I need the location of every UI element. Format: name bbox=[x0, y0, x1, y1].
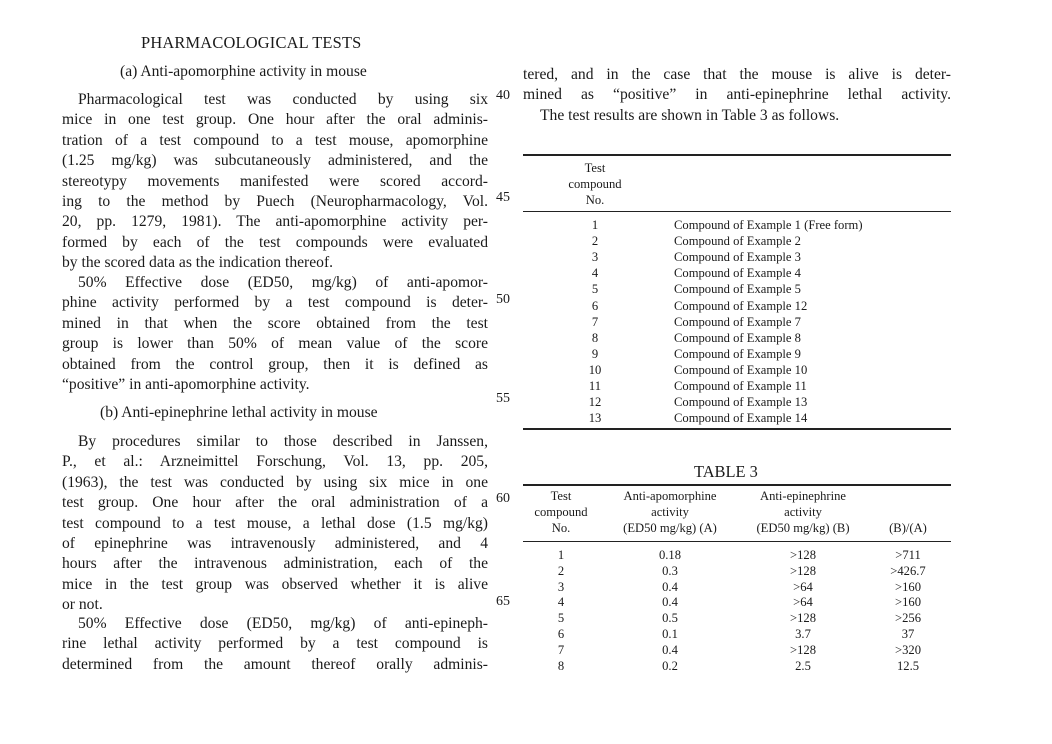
compound-number: 9 bbox=[591, 346, 599, 361]
compound-name: Compound of Example 9 bbox=[674, 346, 801, 361]
compound-name: Compound of Example 7 bbox=[674, 314, 801, 329]
compound-number: 12 bbox=[588, 395, 602, 410]
ratio-value: >320 bbox=[895, 642, 921, 657]
text-line: or not. bbox=[62, 596, 103, 614]
header-line: (ED50 mg/kg) (B) bbox=[756, 520, 850, 535]
compound-number: 6 bbox=[557, 627, 565, 641]
line-number: 45 bbox=[496, 190, 510, 205]
text-line: group is lower than 50% of mean value of the score bbox=[62, 335, 488, 353]
table-header-compound-no bbox=[553, 161, 637, 208]
subheading-b: (b) Anti-epinephrine lethal activity in mouse bbox=[100, 404, 378, 421]
table-rule bbox=[523, 154, 951, 156]
header-line: No. bbox=[585, 192, 605, 207]
table-rule bbox=[523, 428, 951, 430]
paragraph-b2 bbox=[62, 614, 488, 675]
table3-title: TABLE 3 bbox=[694, 462, 758, 481]
header-line: Anti-apomorphine bbox=[623, 489, 717, 503]
apomorphine-ed50: 0.2 bbox=[662, 658, 678, 673]
compound-name: Compound of Example 10 bbox=[674, 362, 808, 377]
text-line: hours after the intravenous administration, each of the bbox=[62, 555, 488, 573]
text-line: mined in that when the score obtained from the test bbox=[62, 314, 488, 332]
epinephrine-ed50: >128 bbox=[790, 611, 816, 626]
epinephrine-ed50: >64 bbox=[793, 595, 813, 610]
text-line: rine lethal activity performed by a test compound is bbox=[62, 635, 488, 653]
compound-number: 8 bbox=[557, 658, 565, 673]
ratio-value: >160 bbox=[895, 595, 921, 610]
table-rule bbox=[523, 484, 951, 486]
compound-number: 7 bbox=[591, 314, 599, 329]
apomorphine-ed50: 0.4 bbox=[662, 579, 678, 594]
header-line: Anti-epinephrine bbox=[759, 489, 847, 503]
table3-header-epinephrine bbox=[738, 489, 868, 536]
text-line: ing to the method by Puech (Neuropharmacology, Vol. bbox=[62, 193, 488, 211]
compound-name: Compound of Example 12 bbox=[674, 298, 808, 313]
compound-name: Compound of Example 5 bbox=[674, 282, 801, 297]
text-line: mice in the test group was observed whether it is alive bbox=[62, 575, 488, 593]
header-line: (B)/(A) bbox=[889, 521, 927, 535]
apomorphine-ed50: 0.4 bbox=[662, 595, 678, 610]
compound-number: 7 bbox=[557, 642, 565, 657]
text-line: Pharmacological test was conducted by using six bbox=[78, 91, 488, 108]
text-line: of epinephrine was intravenously administered, and 4 bbox=[62, 535, 488, 553]
compound-number: 5 bbox=[557, 611, 565, 626]
compound-name: Compound of Example 11 bbox=[674, 379, 807, 393]
compound-number: 10 bbox=[588, 362, 602, 377]
text-line: 50% Effective dose (ED50, mg/kg) of anti-epineph- bbox=[78, 615, 488, 632]
epinephrine-ed50: >128 bbox=[790, 548, 816, 562]
text-line: mined as “positive” in anti-epinephrine lethal activity. bbox=[523, 86, 951, 104]
apomorphine-ed50: 0.5 bbox=[662, 611, 678, 626]
text-line: tered, and in the case that the mouse is alive is deter- bbox=[523, 66, 951, 83]
subheading-a: (a) Anti-apomorphine activity in mouse bbox=[120, 63, 367, 80]
compound-name: Compound of Example 1 (Free form) bbox=[674, 218, 863, 232]
text-line: test group. One hour after the oral administration of a bbox=[62, 494, 488, 512]
table3-header-apomorphine bbox=[606, 489, 734, 536]
text-line: test compound to a test mouse, a lethal dose (1.5 mg/kg) bbox=[62, 514, 488, 532]
ratio-value: 37 bbox=[901, 627, 915, 641]
compound-name: Compound of Example 8 bbox=[674, 330, 801, 345]
header-line: No. bbox=[551, 520, 571, 535]
compound-number: 5 bbox=[591, 282, 599, 297]
text-line: The test results are shown in Table 3 as follows. bbox=[540, 106, 840, 124]
text-line: 20, pp. 1279, 1981). The anti-apomorphine activity per- bbox=[62, 213, 488, 231]
line-number: 55 bbox=[496, 391, 510, 406]
compound-name: Compound of Example 3 bbox=[674, 250, 801, 265]
compound-number: 6 bbox=[591, 298, 599, 313]
epinephrine-ed50: 3.7 bbox=[795, 627, 811, 641]
header-line: Test bbox=[584, 161, 606, 175]
apomorphine-ed50: 0.1 bbox=[662, 627, 678, 641]
line-number: 40 bbox=[496, 88, 510, 103]
text-line: phine activity performed by a test compound is deter- bbox=[62, 294, 488, 312]
ratio-value: >711 bbox=[895, 548, 921, 562]
text-line: mice in one test group. One hour after the oral adminis- bbox=[62, 111, 488, 129]
compound-name: Compound of Example 4 bbox=[674, 266, 801, 281]
compound-number: 11 bbox=[588, 379, 602, 393]
ratio-value: 12.5 bbox=[896, 658, 920, 673]
paragraph-a2 bbox=[62, 273, 488, 395]
text-line: (1.25 mg/kg) was subcutaneously administered, and the bbox=[62, 152, 488, 170]
section-title: PHARMACOLOGICAL TESTS bbox=[141, 33, 362, 52]
line-number: 50 bbox=[496, 292, 510, 307]
header-line: (ED50 mg/kg) (A) bbox=[623, 520, 717, 535]
line-number: 65 bbox=[496, 594, 510, 609]
apomorphine-ed50: 0.4 bbox=[662, 642, 678, 657]
compound-number: 1 bbox=[557, 548, 565, 562]
text-line: obtained from the control group, then it is defined as bbox=[62, 355, 488, 373]
paragraph-a1 bbox=[62, 90, 488, 274]
ratio-value: >426.7 bbox=[890, 563, 926, 578]
text-line: P., et al.: Arzneimittel Forschung, Vol. 13, pp. 205, bbox=[62, 453, 488, 471]
epinephrine-ed50: 2.5 bbox=[795, 658, 811, 673]
compound-number: 13 bbox=[588, 411, 602, 426]
paragraph-b1 bbox=[62, 432, 488, 616]
apomorphine-ed50: 0.3 bbox=[662, 563, 678, 578]
compound-name: Compound of Example 13 bbox=[674, 395, 808, 410]
table3-header-ratio bbox=[872, 521, 944, 537]
text-line: (1963), the test was conducted by using six mice in one bbox=[62, 473, 488, 491]
text-line: stereotypy movements manifested were scored accord- bbox=[62, 172, 488, 190]
header-line: activity bbox=[784, 504, 822, 519]
ratio-value: >256 bbox=[895, 611, 921, 626]
compound-number: 3 bbox=[557, 579, 565, 594]
epinephrine-ed50: >128 bbox=[790, 642, 816, 657]
text-line: “positive” in anti-apomorphine activity. bbox=[62, 376, 310, 394]
table-rule bbox=[523, 211, 951, 212]
compound-number: 4 bbox=[557, 595, 565, 610]
text-line: By procedures similar to those described in Janssen, bbox=[78, 433, 488, 450]
header-line: compound bbox=[534, 504, 588, 519]
table-rule bbox=[523, 541, 951, 542]
epinephrine-ed50: >64 bbox=[793, 579, 813, 594]
ratio-value: >160 bbox=[895, 579, 921, 594]
text-line: formed by each of the test compounds were evaluated bbox=[62, 233, 488, 251]
compound-number: 8 bbox=[591, 330, 599, 345]
compound-number: 2 bbox=[591, 234, 599, 249]
compound-number: 2 bbox=[557, 563, 565, 578]
paragraph-right bbox=[523, 65, 951, 126]
header-line: activity bbox=[651, 504, 689, 519]
header-line: Test bbox=[550, 489, 572, 503]
header-line: compound bbox=[568, 176, 622, 191]
compound-number: 1 bbox=[591, 218, 599, 232]
text-line: determined from the amount thereof orally adminis- bbox=[62, 655, 488, 673]
text-line: 50% Effective dose (ED50, mg/kg) of anti-apomor- bbox=[78, 274, 488, 291]
line-number: 60 bbox=[496, 491, 510, 506]
compound-name: Compound of Example 14 bbox=[674, 411, 808, 426]
text-line: tration of a test compound to a test mouse, apomorphine bbox=[62, 131, 488, 149]
compound-number: 4 bbox=[591, 266, 599, 281]
apomorphine-ed50: 0.18 bbox=[658, 548, 682, 562]
compound-number: 3 bbox=[591, 250, 599, 265]
epinephrine-ed50: >128 bbox=[790, 563, 816, 578]
text-line: by the scored data as the indication thereof. bbox=[62, 254, 334, 272]
compound-name: Compound of Example 2 bbox=[674, 234, 801, 249]
table3-header-compound-no bbox=[524, 489, 598, 536]
